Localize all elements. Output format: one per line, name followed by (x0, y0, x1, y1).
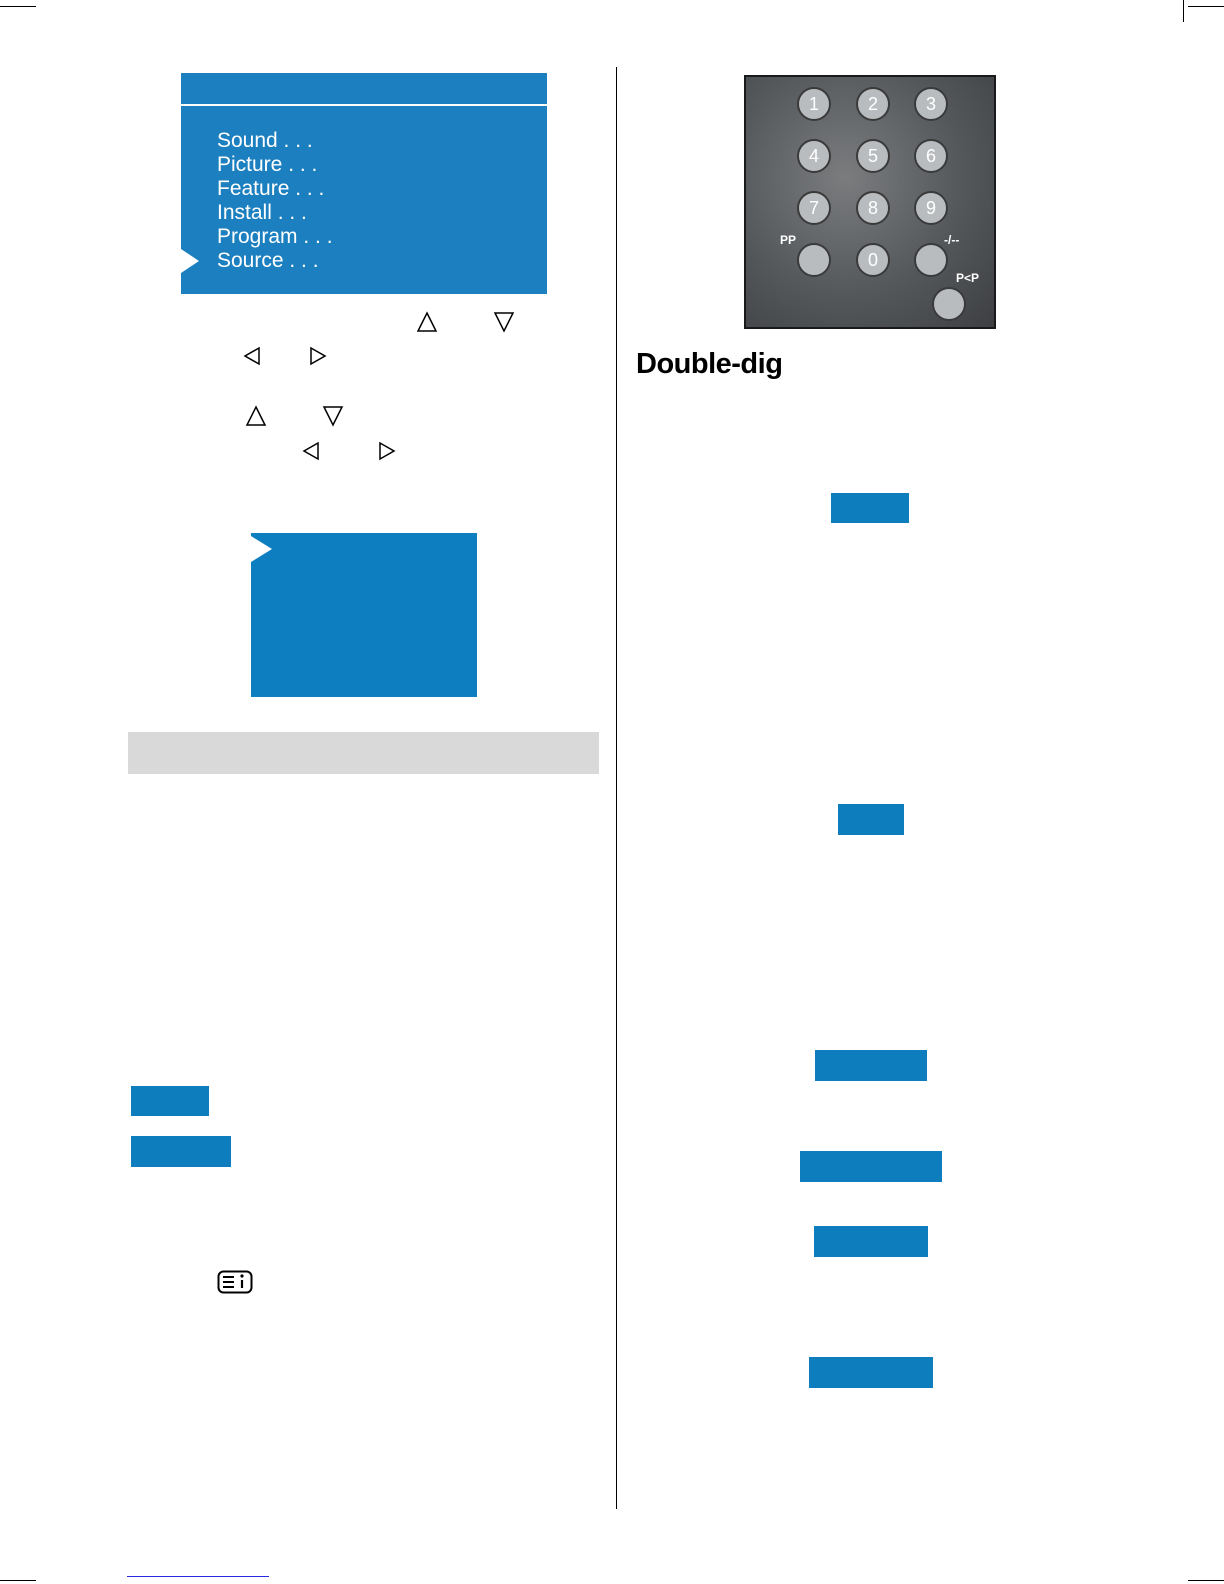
remote-button-7: 7 (797, 191, 831, 225)
section-heading: Double-dig (636, 348, 783, 380)
right-triangle-icon (376, 440, 398, 462)
crop-mark (0, 1580, 36, 1581)
right-triangle-icon (307, 345, 329, 367)
up-triangle-icon (416, 311, 438, 333)
key-highlight-box (131, 1136, 231, 1167)
up-triangle-icon (245, 405, 267, 427)
teletext-info-icon (217, 1270, 253, 1299)
selection-pointer-icon (251, 536, 272, 562)
crop-mark (1188, 6, 1224, 7)
menu-list (217, 129, 333, 273)
crop-mark (1188, 1580, 1224, 1581)
remote-label-digit: -/-- (944, 233, 960, 247)
menu-item-feature[interactable]: Feature . . . (217, 177, 325, 200)
remote-button-5: 5 (856, 139, 890, 173)
footer-link-underline[interactable] (127, 1576, 269, 1577)
remote-button-3: 3 (914, 87, 948, 121)
remote-button-4: 4 (797, 139, 831, 173)
main-menu-osd (181, 73, 547, 294)
remote-control-image (744, 75, 996, 329)
left-triangle-icon (300, 440, 322, 462)
down-triangle-icon (493, 311, 515, 333)
key-highlight-box (831, 493, 909, 523)
menu-item-sound[interactable]: Sound . . . (217, 129, 313, 152)
remote-button-8: 8 (856, 191, 890, 225)
down-triangle-icon (322, 405, 344, 427)
key-highlight-box (131, 1086, 209, 1116)
menu-item-program[interactable]: Program . . . (217, 225, 333, 248)
crop-mark (1183, 0, 1184, 22)
remote-button-ppp (932, 287, 966, 321)
remote-button-digit (914, 243, 948, 277)
remote-button-2: 2 (856, 87, 890, 121)
key-highlight-box (809, 1357, 933, 1388)
column-divider (616, 67, 617, 1509)
remote-label-ppp: P<P (956, 271, 980, 285)
remote-button-0: 0 (856, 243, 890, 277)
left-triangle-icon (241, 345, 263, 367)
crop-mark (0, 6, 36, 7)
menu-item-source[interactable]: Source . . . (217, 249, 319, 272)
selection-pointer-icon (181, 249, 199, 273)
menu-item-picture[interactable]: Picture . . . (217, 153, 318, 176)
menu-item-install[interactable]: Install . . . (217, 201, 307, 224)
menu-title-divider (181, 104, 547, 106)
remote-button-9: 9 (914, 191, 948, 225)
remote-button-6: 6 (914, 139, 948, 173)
remote-button-1: 1 (797, 87, 831, 121)
remote-button-pp (797, 243, 831, 277)
key-highlight-box (800, 1151, 942, 1182)
remote-label-pp: PP (780, 233, 797, 247)
key-highlight-box (838, 804, 904, 835)
section-header-bar (128, 732, 599, 774)
key-highlight-box (815, 1050, 927, 1081)
sub-menu-osd (251, 533, 477, 697)
menu-title-strip (181, 73, 547, 104)
key-highlight-box (814, 1226, 928, 1257)
